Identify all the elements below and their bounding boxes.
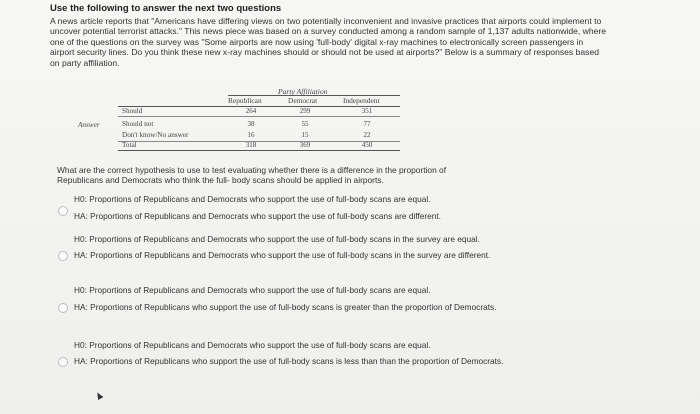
h0-label: H0: bbox=[74, 285, 87, 295]
table-rule bbox=[118, 116, 400, 117]
row-label-total: Total bbox=[122, 141, 137, 149]
intro-line: uncover potential terrorist attacks." This news piece was based on a survey conducted among a random sample of 1,137 adults nationwide, where bbox=[50, 26, 607, 37]
ha-text: Proportions of Republicans and Democrats who support the use of full-body scans are different. bbox=[90, 211, 441, 221]
intro-line: one of the questions on the survey was "Some airports are now using 'full-body' digital x-ray machines to electronically screen passengers in bbox=[50, 36, 584, 47]
question-line: What are the correct hypothesis to use to test evaluating whether there is a difference in the proportion of bbox=[57, 165, 447, 175]
table-group-title: Party Affiliation bbox=[278, 87, 328, 96]
row-label-dont-know: Don't know/No answer bbox=[122, 131, 189, 139]
ha-label: HA: bbox=[74, 250, 88, 260]
ha-label: HA: bbox=[74, 211, 88, 221]
null-hypothesis bbox=[74, 234, 480, 244]
radio-button[interactable] bbox=[58, 251, 68, 261]
column-header-republican: Republican bbox=[228, 96, 262, 105]
table-cell: 16 bbox=[247, 131, 255, 139]
table-cell: 22 bbox=[363, 131, 371, 139]
radio-button[interactable] bbox=[58, 303, 68, 313]
alternative-hypothesis bbox=[74, 356, 503, 366]
mouse-pointer-icon bbox=[95, 391, 104, 400]
row-label-should-not: Should not bbox=[122, 120, 154, 128]
table-cell: 55 bbox=[301, 120, 309, 128]
h0-label: H0: bbox=[74, 340, 87, 350]
answer-label: Answer bbox=[78, 121, 100, 129]
question-line: Republicans and Democrats who think the full- body scans should be applied in airports. bbox=[57, 175, 384, 186]
h0-label: H0: bbox=[74, 234, 87, 244]
table-cell: 264 bbox=[245, 107, 257, 115]
ha-text: Proportions of Republicans who support the use of full-body scans is greater than the proportion of Democrats. bbox=[90, 302, 497, 312]
table-cell: 369 bbox=[299, 141, 311, 149]
null-hypothesis bbox=[74, 285, 431, 295]
table-cell: 299 bbox=[299, 107, 311, 115]
column-header-independent: Independent bbox=[343, 96, 380, 105]
intro-paragraph bbox=[50, 16, 668, 68]
column-header-democrat: Democrat bbox=[288, 96, 318, 105]
alternative-hypothesis bbox=[74, 302, 496, 312]
radio-button[interactable] bbox=[58, 357, 68, 367]
table-cell: 318 bbox=[245, 141, 257, 149]
table-cell: 77 bbox=[363, 120, 371, 128]
h0-label: H0: bbox=[74, 194, 87, 204]
radio-button[interactable] bbox=[58, 206, 68, 216]
h0-text: Proportions of Republicans and Democrats who support the use of full-body scans are equal. bbox=[89, 285, 431, 295]
ha-text: Proportions of Republicans and Democrats who support the use of full-body scans in the survey are different. bbox=[90, 250, 491, 260]
table-cell: 450 bbox=[361, 141, 373, 149]
alternative-hypothesis bbox=[74, 211, 441, 221]
intro-line: on party affiliation. bbox=[50, 57, 120, 68]
intro-line: A news article reports that "Americans have differing views on two potentially inconvenient and invasive practices that airports could implement to bbox=[50, 16, 602, 26]
table-cell: 15 bbox=[301, 131, 309, 139]
table-cell: 38 bbox=[247, 120, 255, 128]
null-hypothesis bbox=[74, 194, 431, 204]
table-cell: 351 bbox=[361, 107, 373, 115]
null-hypothesis bbox=[74, 340, 431, 350]
row-label-should: Should bbox=[122, 107, 143, 115]
question-text bbox=[57, 165, 527, 185]
party-affiliation-table bbox=[78, 86, 408, 156]
alternative-hypothesis bbox=[74, 250, 490, 260]
intro-line: airport security lines. Do you think these new x-ray machines should or should not be used at airports?" Below is a summary of responses based bbox=[50, 47, 600, 58]
table-rule bbox=[118, 150, 400, 151]
h0-text: Proportions of Republicans and Democrats who support the use of full-body scans in the survey are equal. bbox=[89, 234, 480, 244]
ha-text: Proportions of Republicans who support the use of full-body scans is less than than the proportion of Democrats. bbox=[90, 356, 504, 366]
section-title: Use the following to answer the next two questions bbox=[50, 3, 282, 14]
h0-text: Proportions of Republicans and Democrats who support the use of full-body scans are equal. bbox=[89, 194, 431, 204]
ha-label: HA: bbox=[74, 302, 88, 312]
h0-text: Proportions of Republicans and Democrats who support the use of full-body scans are equal. bbox=[89, 340, 431, 350]
ha-label: HA: bbox=[74, 356, 88, 366]
